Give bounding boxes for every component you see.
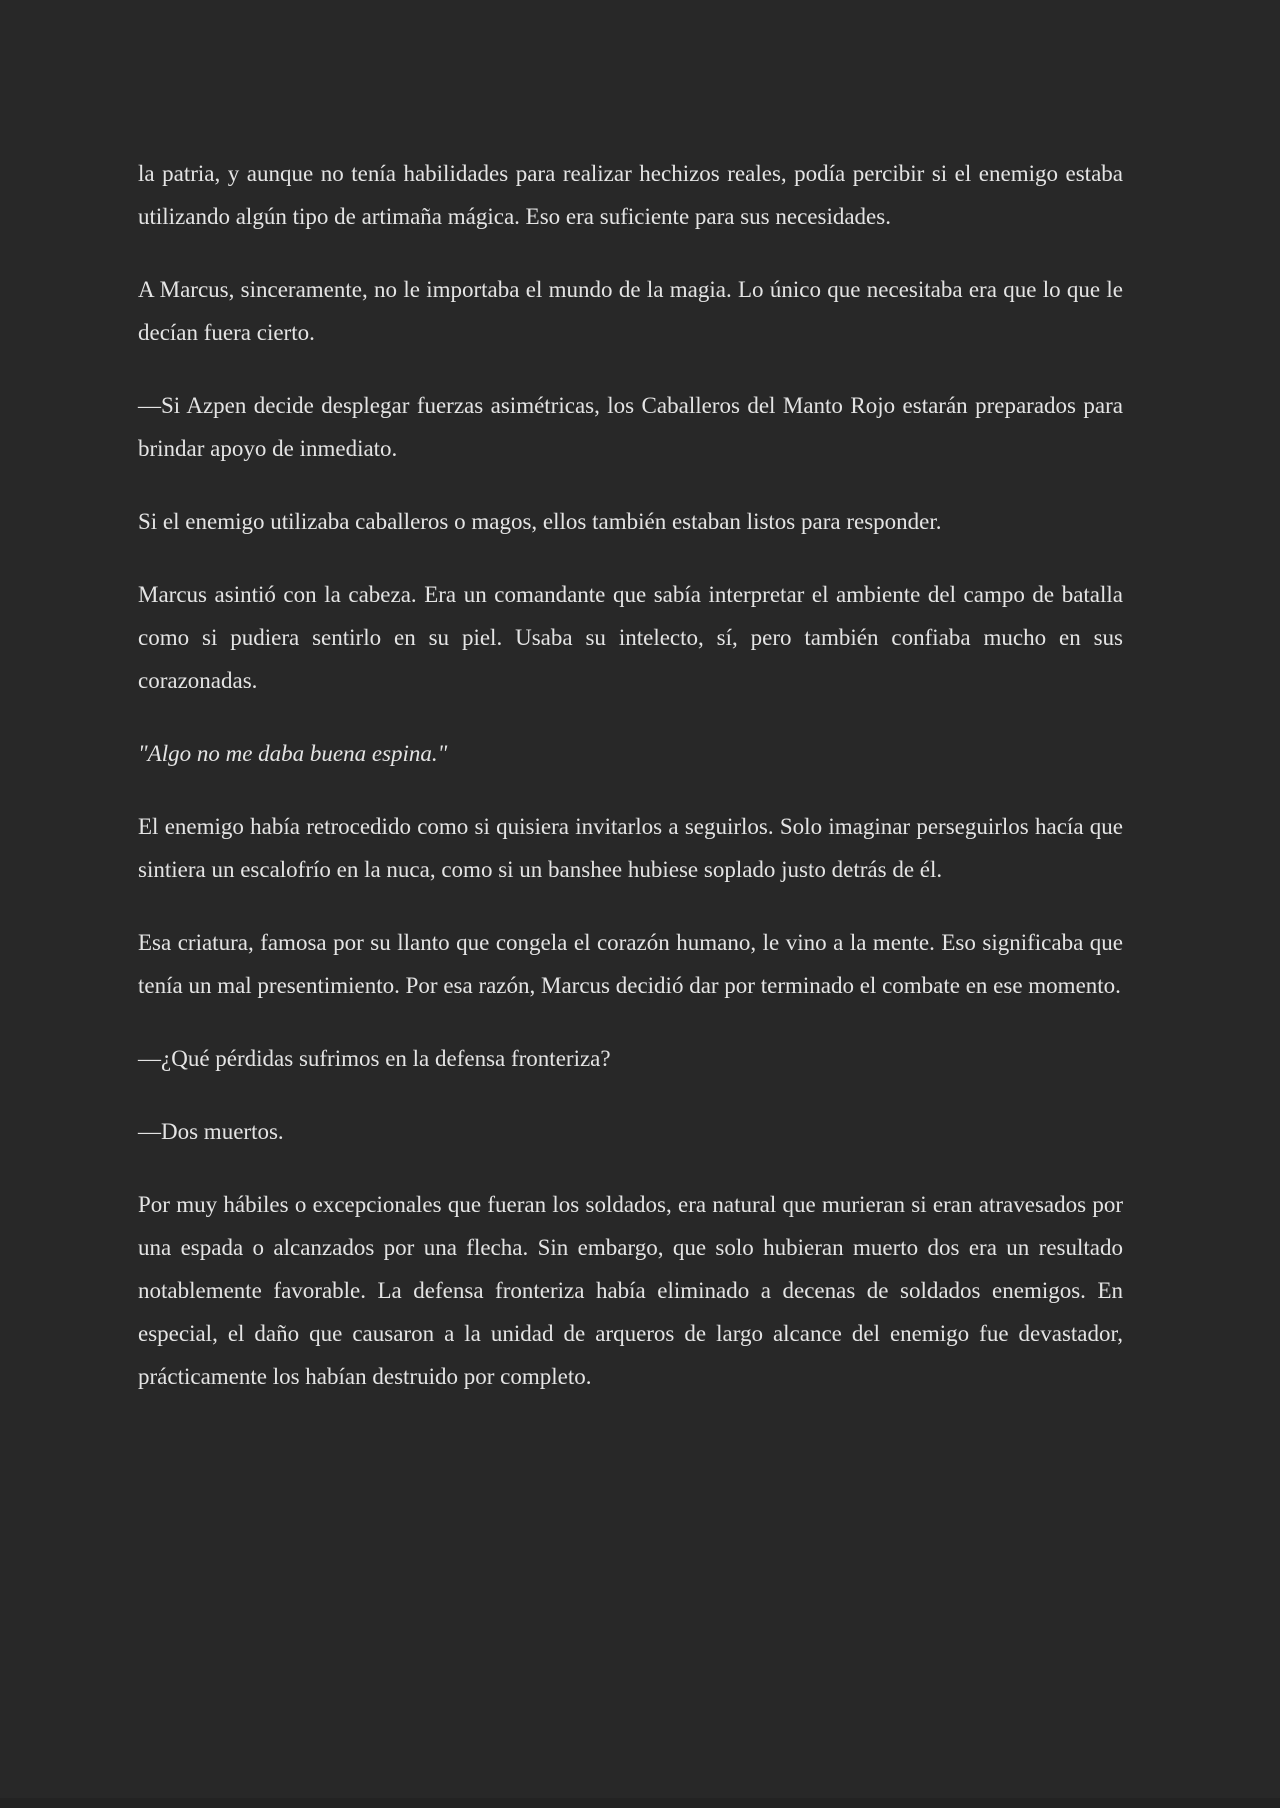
body-paragraph: A Marcus, sinceramente, no le importaba el mundo de la magia. Lo único que necesitaba era que lo que le decían fuera cierto. [138, 277, 1123, 345]
page-bottom-edge [0, 1798, 1280, 1808]
body-paragraph: la patria, y aunque no tenía habilidades para realizar hechizos reales, podía percibir si el enemigo estaba utilizando algún tipo de artimaña mágica. Eso era suficiente para sus necesidades. [138, 161, 1123, 229]
inner-thought-quote: "Algo no me daba buena espina." [138, 741, 448, 766]
dialogue-paragraph: —¿Qué pérdidas sufrimos en la defensa fronteriza? [138, 1046, 611, 1071]
body-paragraph: Si el enemigo utilizaba caballeros o magos, ellos también estaban listos para responder. [138, 509, 942, 534]
body-paragraph: Marcus asintió con la cabeza. Era un comandante que sabía interpretar el ambiente del campo de batalla como si pudiera sentirlo en su piel. Usaba su intelecto, sí, pero también confiaba mucho en sus corazonadas. [138, 582, 1123, 693]
body-paragraph: Esa criatura, famosa por su llanto que congela el corazón humano, le vino a la mente. Eso significaba que tenía un mal presentimiento. Por esa razón, Marcus decidió dar por terminado el combate en ese momento. [138, 930, 1123, 998]
body-paragraph: Por muy hábiles o excepcionales que fueran los soldados, era natural que murieran si eran atravesados por una espada o alcanzados por una flecha. Sin embargo, que solo hubieran muerto dos era un resultado notablemente favorable. La defensa fronteriza había eliminado a decenas de soldados enemigos. En especial, el daño que causaron a la unidad de arqueros de largo alcance del enemigo fue devastador, prácticamente los habían destruido por completo. [138, 1192, 1123, 1389]
body-paragraph: El enemigo había retrocedido como si quisiera invitarlos a seguirlos. Solo imaginar perseguirlos hacía que sintiera un escalofrío en la nuca, como si un banshee hubiese soplado justo detrás de él. [138, 814, 1123, 882]
dialogue-paragraph: —Si Azpen decide desplegar fuerzas asimétricas, los Caballeros del Manto Rojo estarán preparados para brindar apoyo de inmediato. [138, 393, 1123, 461]
dialogue-paragraph: —Dos muertos. [138, 1119, 284, 1144]
